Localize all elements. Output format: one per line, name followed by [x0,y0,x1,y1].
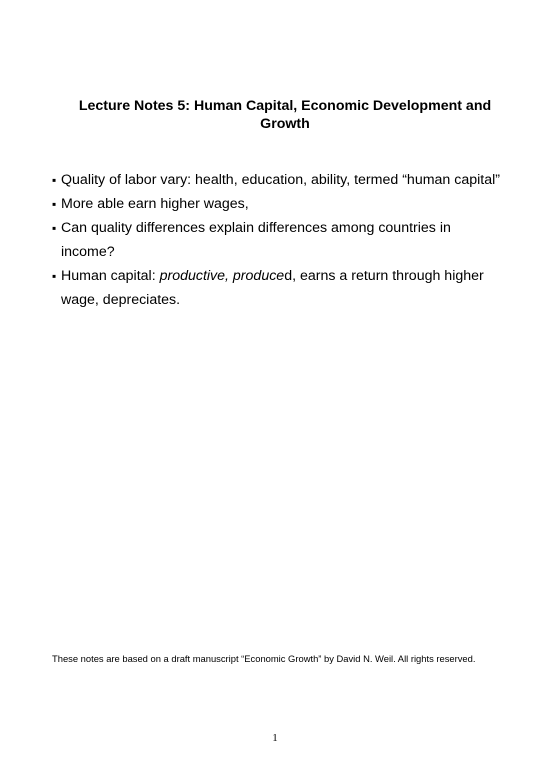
page-title: Lecture Notes 5: Human Capital, Economic Development and Growth [78,98,492,132]
bullet-item-human-capital-properties [52,264,502,312]
footnote: These notes are based on a draft manuscript “Economic Growth” by David N. Weil. All rights reserved. [52,653,476,664]
bullet-list [52,168,502,312]
bullet-text: More able earn higher wages, [61,196,249,212]
bullet-item-higher-wages [52,192,502,216]
italic-emphasis-text: productive, produce [159,268,285,284]
bullet-text: Quality of labor vary: health, education, ability, termed “human capital” [61,172,500,188]
bullet-text [61,268,484,308]
page-number: 1 [272,732,278,744]
bullet-item-country-income [52,216,502,264]
bullet-item-human-capital-definition [52,168,502,192]
bullet-middle-text: d [284,268,293,284]
square-bullet-icon: ▪ [52,269,57,283]
square-bullet-icon: ▪ [52,173,57,187]
bullet-prefix-text: Human capital: [61,268,160,284]
square-bullet-icon: ▪ [52,221,57,235]
bullet-text: Can quality differences explain differences among countries in income? [61,220,451,260]
bullet-suffix-text: , earns a return through higher wage, depreciates. [61,268,484,308]
square-bullet-icon: ▪ [52,197,57,211]
